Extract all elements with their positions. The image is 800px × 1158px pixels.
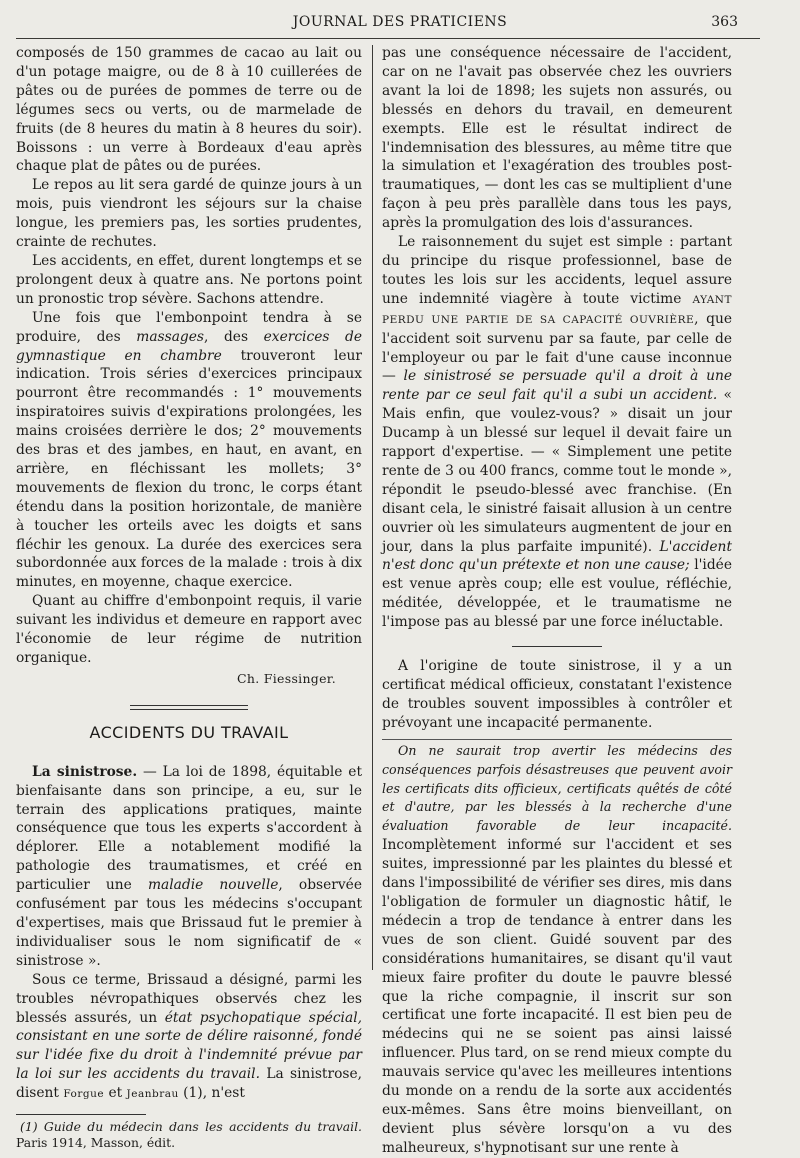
italic-run: état psychopatique spécial, consistant en une sorte de délire raisonné, fondé sur l'idée fixe du droit à l'indemnité prévue par la loi sur les accidents du travail. xyxy=(16,1009,362,1083)
small-caps-run: AYANT PERDU UNE PARTIE DE SA CAPACITÉ OUVRIÈRE xyxy=(382,293,732,326)
italic-run: On ne saurait trop avertir les médecins des conséquences parfois désastreuses que peuvent avoir les certificats dits officieux, certificats quêtés de côté et d'autre, par les blessés à la recherche d'une évaluation favorable de leur incapacité. xyxy=(382,742,732,834)
signature-initial: Ch. xyxy=(237,670,264,686)
page-number: 363 xyxy=(711,14,738,30)
text-run: (1), n'est xyxy=(178,1085,245,1102)
paragraph: Les accidents, en effet, durent longtemps et se prolongent deux à quatre ans. Ne portons point un pronostic trop sévère. Sachons attendre. xyxy=(16,252,362,307)
text-run: La sinistrose, disent xyxy=(16,1066,363,1102)
column-divider xyxy=(372,45,373,970)
author-signature xyxy=(16,670,336,689)
italic-run: maladie nouvelle xyxy=(147,877,279,894)
footnote-rule xyxy=(16,1114,146,1115)
text-run: Une fois que l'embonpoint tendra à se produire, des xyxy=(16,309,362,345)
section-separator xyxy=(130,705,248,710)
journal-title: JOURNAL DES PRATICIENS xyxy=(292,14,508,30)
paragraph xyxy=(382,742,732,1158)
footnote xyxy=(16,1119,362,1151)
signature-name: Fiessinger xyxy=(263,670,332,686)
text-run: l'idée est venue après coup; elle est voulue, réfléchie, méditée, développée, et le traumatisme ne l'impose pas au blessé par une force inéluctable. xyxy=(382,557,732,631)
paragraph: A l'origine de toute sinistrose, il y a un certificat médical officieux, constatant l'existence de troubles souvent impossibles à contrôler et prévoyant une incapacité permanente. xyxy=(382,658,732,731)
paragraph xyxy=(16,309,362,593)
footnote-citation: (1) Guide du médecin dans les accidents du travail. xyxy=(20,1119,362,1135)
section-separator xyxy=(512,646,602,647)
signature-end: . xyxy=(331,670,336,686)
text-run: « Mais enfin, que voulez-vous? » disait un jour Ducamp à un blessé sur lequel il devait faire un rapport d'expertise. — « Simplement une petite rente de 3 ou 400 francs, comme tout le monde », répondit le pseudo-blessé avec franchise. (En disant cela, le sinistré faisait allusion à un centre ouvrier où les simulateurs augmentent de jour en jour, dans la plus parfaite impunité). xyxy=(382,387,732,555)
text-run: , observée confusément par tous les médecins s'occupant d'expertises, mais que Brissaud fut le premier à individualiser sous le nom significatif de « sinistrose ». xyxy=(16,877,362,969)
italic-run: le sinistrosé se persuade qu'il a droit à une rente par ce seul fait qu'il a subi un accident. xyxy=(382,368,733,404)
section-heading: ACCIDENTS DU TRAVAIL xyxy=(89,722,289,742)
text-run: et xyxy=(104,1085,127,1102)
left-column xyxy=(16,44,362,1151)
running-header xyxy=(0,12,800,34)
text-run: — La loi de 1898, équitable et bienfaisante dans son principe, a eu, sur le terrain des applications pratiques, mainte conséquence que tous les experts s'accordent à déplorer. Elle a notablement modifié la pathologie des traumatismes, et créé en particulier une xyxy=(16,763,362,894)
run-in-heading: La sinistrose. xyxy=(32,763,138,780)
footnote-publisher: Paris 1914, Masson, édit. xyxy=(16,1135,176,1151)
italic-run: massages xyxy=(136,328,205,345)
paragraph: Le repos au lit sera gardé de quinze jours à un mois, puis viendront les séjours sur la chaise longue, les premiers pas, les sorties prudentes, crainte de rechutes. xyxy=(16,177,362,251)
paragraph xyxy=(382,233,732,632)
text-run: Incomplètement informé sur l'accident et ses suites, impressionné par les plaintes du blessé et dans l'impossibilité de vérifier ses dires, mis dans l'obligation de formuler un diagnostic hâtif, le médecin a trop de tendance à entrer dans les vues de son client. Guidé souvent par des considérations humanitaires, se disant qu'il vaut mieux faire profiter du doute le pauvre blessé que la riche compagnie, il inscrit sur son certificat une forte incapacité. Il est bien peu de médecins qui ne se soient pas ainsi laissé influencer. Plus tard, on se rend mieux compte du mauvais service qu'avec les meilleures intentions du monde on a rendu de la sorte aux accidentés eux-mêmes. Sans être moins bienveillant, on devient plus sévère lorsqu'on a vu des malheureux, s'hypnotisant sur une rente à xyxy=(382,837,732,1156)
paragraph xyxy=(16,763,362,971)
text-run: Le raisonnement du sujet est simple : partant du principe du risque professionnel, base de toutes les lois sur les accidents, lequel assure une indemnité viagère à toute victime xyxy=(382,234,732,307)
paragraph xyxy=(16,971,362,1104)
paragraph: Quant au chiffre d'embonpoint requis, il varie suivant les individus et demeure en rapport avec l'économie de leur régime de nutrition organique. xyxy=(16,593,362,666)
italic-run: L'accident n'est donc qu'un prétexte et non une cause; xyxy=(382,538,732,574)
divider xyxy=(382,739,732,740)
text-run: trouveront leur indication. Trois séries d'exercices principaux pourront être recommandés : 1° mouvements inspiratoires suivis d'expirations prolongées, les mains croisées derrière le dos; 2° mouvements des bras et des jambes, en haut, en avant, en arrière, en fléchissant les mollets; 3° mouvements de flexion du tronc, le corps étant étendu dans la position horizontale, de manière à toucher les orteils avec les doigts et sans fléchir les genoux. La durée des exercices sera subordonnée aux forces de la malade : trois à dix minutes, en moyenne, chaque exercice. xyxy=(16,347,362,591)
text-run: , des xyxy=(204,328,264,345)
text-run: Sous ce terme, Brissaud a désigné, parmi les troubles névropathiques observés chez les blessés assurés, un xyxy=(16,971,362,1026)
header-rule xyxy=(16,38,760,39)
italic-run: exercices de gymnastique en chambre xyxy=(16,328,363,364)
right-column xyxy=(382,44,732,1158)
author-name: Forgue xyxy=(63,1088,105,1101)
paragraph: composés de 150 grammes de cacao au lait ou d'un potage maigre, ou de 8 à 10 cuillerées de pâtes ou de purées de pommes de terre ou de légumes secs ou verts, ou de marmelade de fruits (de 8 heures du matin à 8 heures du soir). Boissons : un verre à Bordeaux d'eau après chaque plat de pâtes ou de purées. xyxy=(16,45,362,175)
author-name: Jeanbrau xyxy=(126,1088,179,1101)
paragraph: pas une conséquence nécessaire de l'accident, car on ne l'avait pas observée chez les ouvriers avant la loi de 1898; les sujets non assurés, ou blessés en dehors du travail, en demeurent exempts. Elle est le résultat indirect de l'indemnisation des blessures, au même titre que la simulation et l'exagération des troubles post-traumatiques, — dont les cas se multiplient d'une façon à peu près parallèle dans tous les pays, après la promulgation des lois d'assurances. xyxy=(382,45,732,232)
text-run: , que l'accident soit survenu par sa faute, par celle de l'employeur ou par le fait d'une cause inconnue — xyxy=(382,310,732,385)
